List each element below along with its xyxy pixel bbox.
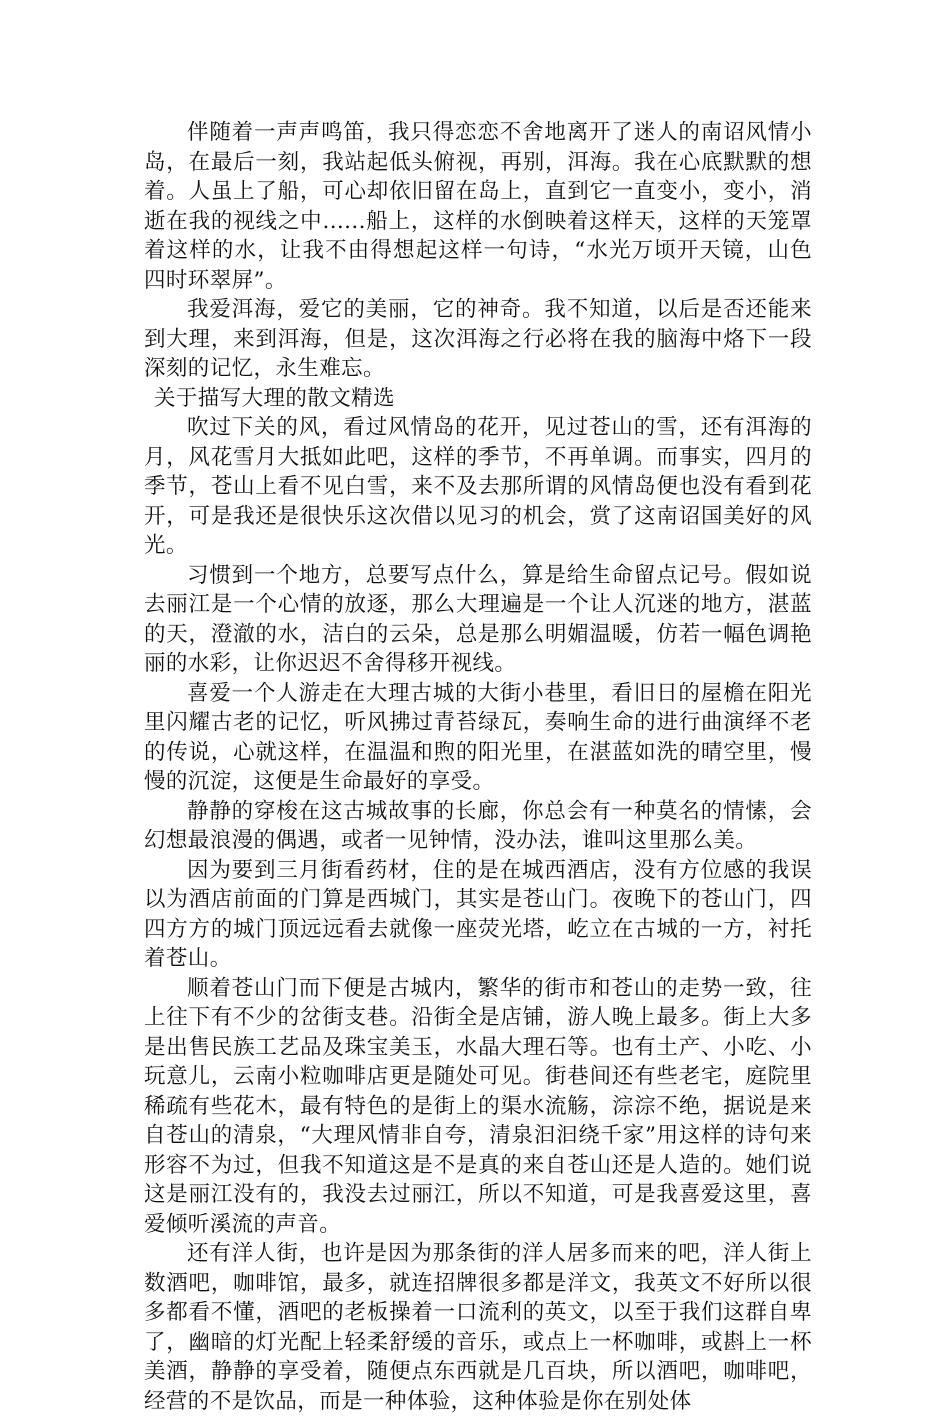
section-title: 关于描写大理的散文精选	[154, 385, 395, 411]
paragraph: 还有洋人街，也许是因为那条街的洋人居多而来的吧，洋人街上数酒吧，咖啡馆，最多，就连招牌很多都是洋文，我英文不好所以很多都看不懂，酒吧的老板操着一口流利的英文，以至于我们这群自卑了，幽暗的灯光配上轻柔舒缓的音乐，或点上一杯咖啡，或斟上一杯美酒，静静的享受着，随便点东西就是几百块，所以酒吧，咖啡吧，经营的不是饮品，而是一种体验，这种体验是你在别处体	[144, 1241, 812, 1414]
paragraph: 静静的穿梭在这古城故事的长廊，你总会有一种莫名的情愫，会幻想最浪漫的偶遇，或者一见钟情，没办法，谁叫这里那么美。	[144, 798, 812, 853]
paragraph: 习惯到一个地方，总要写点什么，算是给生命留点记号。假如说去丽江是一个心情的放逐，那么大理遍是一个让人沉迷的地方，湛蓝的天，澄澈的水，洁白的云朵，总是那么明媚温暖，仿若一幅色调艳丽的水彩，让你迟迟不舍得移开视线。	[144, 562, 812, 676]
paragraph: 顺着苍山门而下便是古城内，繁华的街市和苍山的走势一致，往上往下有不少的岔街支巷。沿街全是店铺，游人晚上最多。街上大多是出售民族工艺品及珠宝美玉，水晶大理石等。也有土产、小吃、小玩意儿，云南小粒咖啡店更是随处可见。街巷间还有些老宅，庭院里稀疏有些花木，最有特色的是街上的渠水流觞，淙淙不绝，据说是来自苍山的清泉，“大理风情非自夸，清泉汩汩绕千家”用这样的诗句来形容不为过，但我不知道这是不是真的来自苍山还是人造的。她们说这是丽江没有的，我没去过丽江，所以不知道，可是我喜爱这里，喜爱倾听溪流的声音。	[144, 975, 812, 1237]
paragraph: 因为要到三月街看药材，住的是在城西酒店，没有方位感的我误以为酒店前面的门算是西城门，其实是苍山门。夜晚下的苍山门，四四方方的城门顶远远看去就像一座荧光塔，屹立在古城的一方，衬托着苍山。	[144, 857, 812, 971]
paragraph: 吹过下关的风，看过风情岛的花开，见过苍山的雪，还有洱海的月，风花雪月大抵如此吧，这样的季节，不再单调。而事实，四月的季节，苍山上看不见白雪，来不及去那所谓的风情岛便也没有看到花开，可是我还是很快乐这次借以见习的机会，赏了这南诏国美好的风光。	[144, 415, 812, 558]
document-body	[144, 118, 812, 1416]
paragraph: 伴随着一声声鸣笛，我只得恋恋不舍地离开了迷人的南诏风情小岛，在最后一刻，我站起低头俯视，再别，洱海。我在心底默默的想着。人虽上了船，可心却依旧留在岛上，直到它一直变小，变小，消逝在我的视线之中......船上，这样的水倒映着这样天，这样的天笼罩着这样的水，让我不由得想起这样一句诗，“水光万顷开天镜，山色四时环翠屏”。	[144, 120, 812, 293]
paragraph: 喜爱一个人游走在大理古城的大街小巷里，看旧日的屋檐在阳光里闪耀古老的记忆，听风拂过青苔绿瓦，奏响生命的进行曲演绎不老的传说，心就这样，在温温和煦的阳光里，在湛蓝如洗的晴空里，慢慢的沉淀，这便是生命最好的享受。	[144, 680, 812, 794]
paragraph: 我爱洱海，爱它的美丽，它的神奇。我不知道，以后是否还能来到大理，来到洱海，但是，这次洱海之行必将在我的脑海中烙下一段深刻的记忆，永生难忘。	[144, 297, 812, 381]
